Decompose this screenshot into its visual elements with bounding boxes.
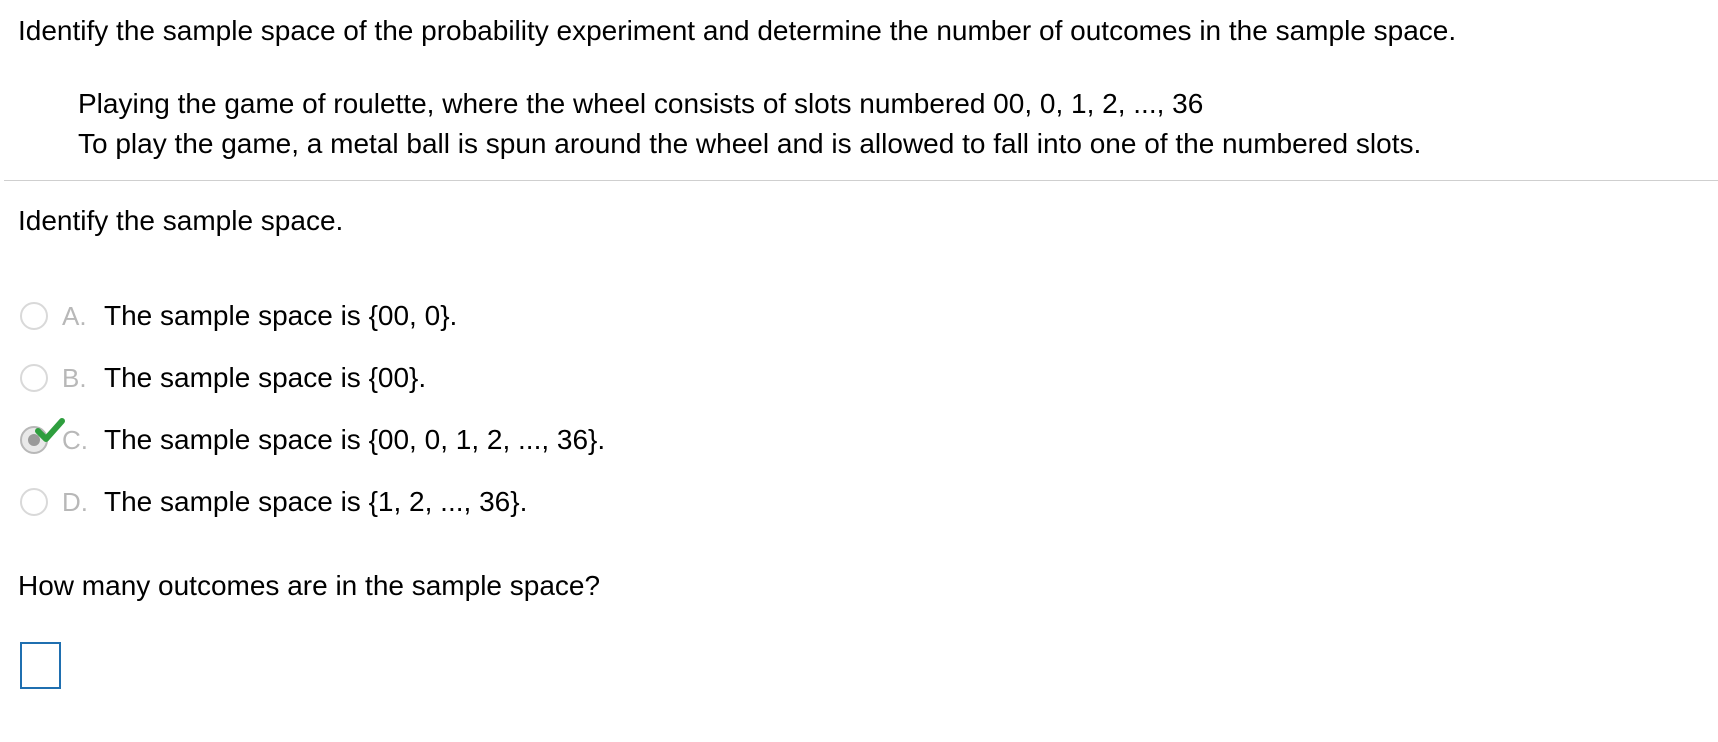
section-divider — [4, 180, 1718, 181]
option-a-letter: A. — [62, 300, 87, 331]
scenario-line-1: Playing the game of roulette, where the wheel consists of slots numbered 00, 0, 1, 2, ..., 36 — [78, 88, 1204, 119]
option-c-text[interactable]: The sample space is {00, 0, 1, 2, ..., 36}. — [104, 424, 606, 455]
option-b[interactable] — [20, 356, 426, 400]
option-d-text[interactable]: The sample space is {1, 2, ..., 36}. — [104, 486, 528, 517]
option-d-letter: D. — [62, 486, 88, 517]
option-c[interactable] — [20, 418, 605, 462]
option-d-radio[interactable] — [20, 488, 48, 516]
checkmark-icon — [35, 418, 65, 444]
option-b-radio[interactable] — [20, 364, 48, 392]
option-a-text[interactable]: The sample space is {00, 0}. — [104, 300, 458, 331]
option-a[interactable] — [20, 294, 457, 338]
option-a-radio[interactable] — [20, 302, 48, 330]
outcomes-answer-input[interactable] — [20, 642, 61, 689]
question-prompt: Identify the sample space of the probability experiment and determine the number of outcomes in the sample space. — [18, 15, 1457, 46]
option-b-text[interactable]: The sample space is {00}. — [104, 362, 427, 393]
option-d[interactable] — [20, 480, 527, 524]
scenario-text — [78, 84, 1421, 164]
option-c-radio[interactable] — [20, 426, 48, 454]
scenario-line-2: To play the game, a metal ball is spun around the wheel and is allowed to fall into one of the numbered slots. — [78, 128, 1422, 159]
question-1-text: Identify the sample space. — [18, 205, 344, 236]
option-b-letter: B. — [62, 362, 87, 393]
option-c-letter: C. — [62, 424, 88, 455]
question-2-text: How many outcomes are in the sample space? — [18, 570, 601, 601]
